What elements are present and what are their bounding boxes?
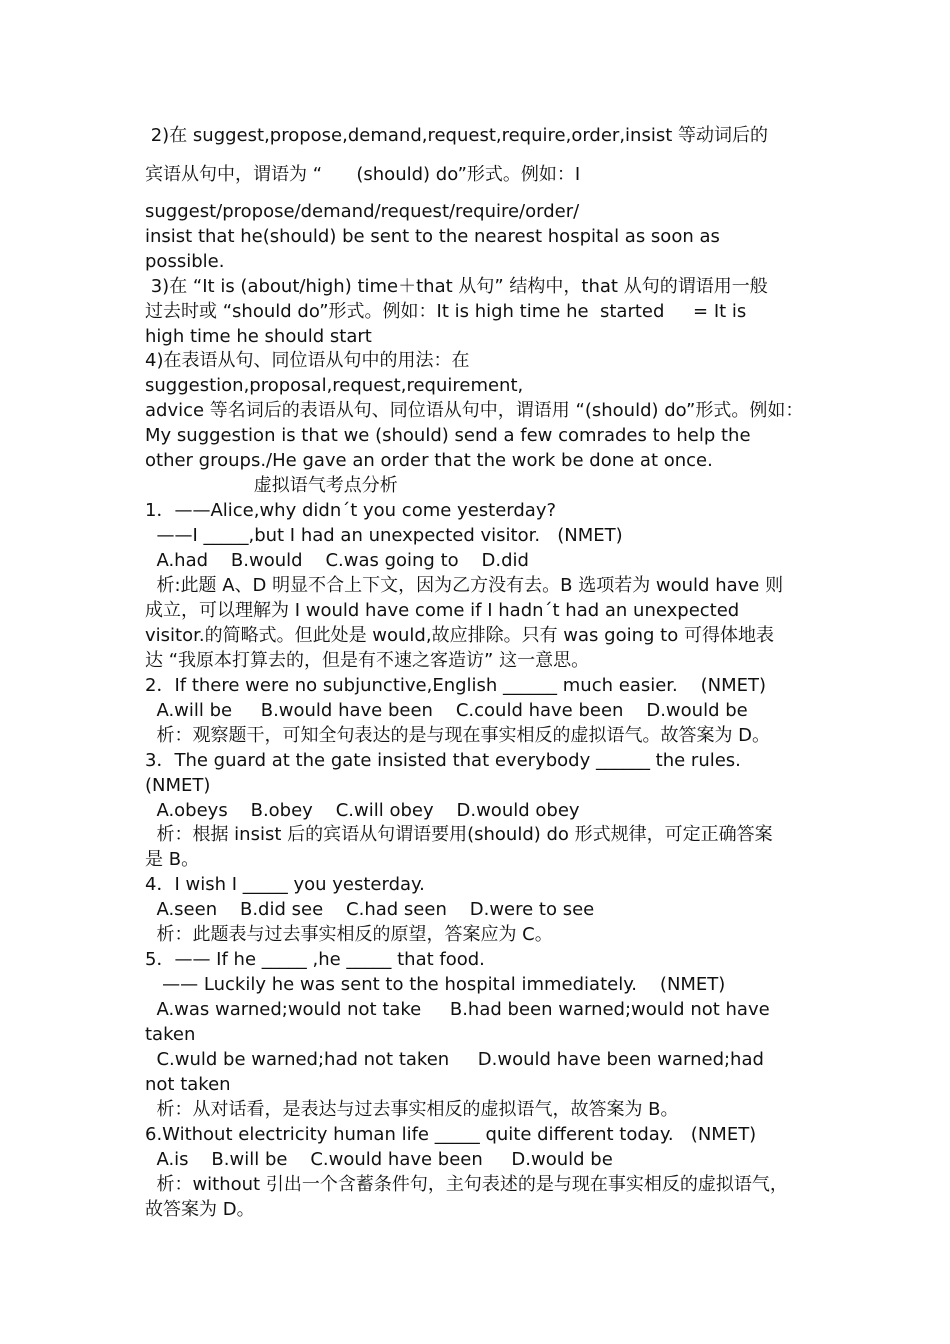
text-line: 故答案为 D。: [145, 1199, 255, 1220]
answer-options: A.had B.would C.was going to D.did: [145, 550, 529, 571]
text-line: 2)在 suggest,propose,demand,request,require,order,insist 等动词后的: [145, 125, 768, 146]
text-line: My suggestion is that we (should) send a few comrades to help the: [145, 425, 751, 446]
question-5: 5．—— If he _____ ,he _____ that food.: [145, 949, 485, 970]
answer-options: A.is B.will be C.would have been D.would be: [145, 1149, 613, 1170]
answer-options: A.will be B.would have been C.could have been D.would be: [145, 700, 748, 721]
text-line: suggest/propose/demand/request/require/order/: [145, 201, 580, 222]
text-line: other groups./He gave an order that the work be done at once.: [145, 450, 713, 471]
text-line: high time he should start: [145, 326, 372, 347]
text-line: visitor.的简略式。但此处是 would,故应排除。只有 was going to 可得体地表: [145, 625, 774, 646]
text-line: 成立，可以理解为 I would have come if I hadn´t had an unexpected: [145, 600, 740, 621]
answer-options: C.wuld be warned;had not taken D.would have been warned;had: [145, 1049, 764, 1070]
answer-options: A.was warned;would not take B.had been warned;would not have: [145, 999, 770, 1020]
text-line: ——I _____,but I had an unexpected visitor. (NMET): [145, 525, 623, 546]
text-line: advice 等名词后的表语从句、同位语从句中，谓语用 “(should) do”形式。例如：: [145, 400, 804, 421]
text-line: (NMET): [145, 775, 211, 796]
text-line: 3)在 “It is (about/high) time＋that 从句” 结构中，that 从句的谓语用一般: [145, 276, 768, 297]
question-3: 3．The guard at the gate insisted that everybody ______ the rules.: [145, 750, 741, 771]
answer-options: A.seen B.did see C.had seen D.were to see: [145, 899, 595, 920]
text-line: not taken: [145, 1074, 231, 1095]
analysis-line: 析：观察题干，可知全句表达的是与现在事实相反的虚拟语气。故答案为 D。: [145, 725, 771, 746]
analysis-line: 析：根据 insist 后的宾语从句谓语要用(should) do 形式规律，可定正确答案: [145, 824, 773, 845]
text-line: possible.: [145, 251, 225, 272]
text-line: 4)在表语从句、同位语从句中的用法：在: [145, 350, 470, 371]
text-line: —— Luckily he was sent to the hospital immediately. (NMET): [145, 974, 726, 995]
question-4: 4．I wish I _____ you yesterday.: [145, 874, 425, 895]
analysis-line: 析：without 引出一个含蓄条件句，主句表述的是与现在事实相反的虚拟语气，: [145, 1174, 788, 1195]
text-line: insist that he(should) be sent to the nearest hospital as soon as: [145, 226, 720, 247]
question-2: 2．If there were no subjunctive,English ______ much easier. (NMET): [145, 675, 767, 696]
text-line: 达 “我原本打算去的，但是有不速之客造访” 这一意思。: [145, 650, 590, 671]
question-1: 1．——Alice,why didn´t you come yesterday?: [145, 500, 557, 521]
text-line: 过去时或 “should do”形式。例如：It is high time he started = It is: [145, 301, 747, 322]
text-line: suggestion,proposal,request,requirement,: [145, 375, 524, 396]
analysis-line: 析:此题 A、D 明显不合上下文，因为乙方没有去。B 选项若为 would have 则: [145, 575, 784, 596]
text-line: taken: [145, 1024, 196, 1045]
analysis-line: 析：从对话看，是表达与过去事实相反的虚拟语气，故答案为 B。: [145, 1099, 679, 1120]
question-6: 6.Without electricity human life _____ quite different today. (NMET): [145, 1124, 757, 1145]
section-title: 虚拟语气考点分析: [145, 475, 398, 496]
answer-options: A.obeys B.obey C.will obey D.would obey: [145, 800, 580, 821]
text-line: 是 B。: [145, 849, 200, 870]
text-line: 宾语从句中，谓语为 “ (should) do”形式。例如：I: [145, 164, 581, 185]
analysis-line: 析：此题表与过去事实相反的原望，答案应为 C。: [145, 924, 553, 945]
